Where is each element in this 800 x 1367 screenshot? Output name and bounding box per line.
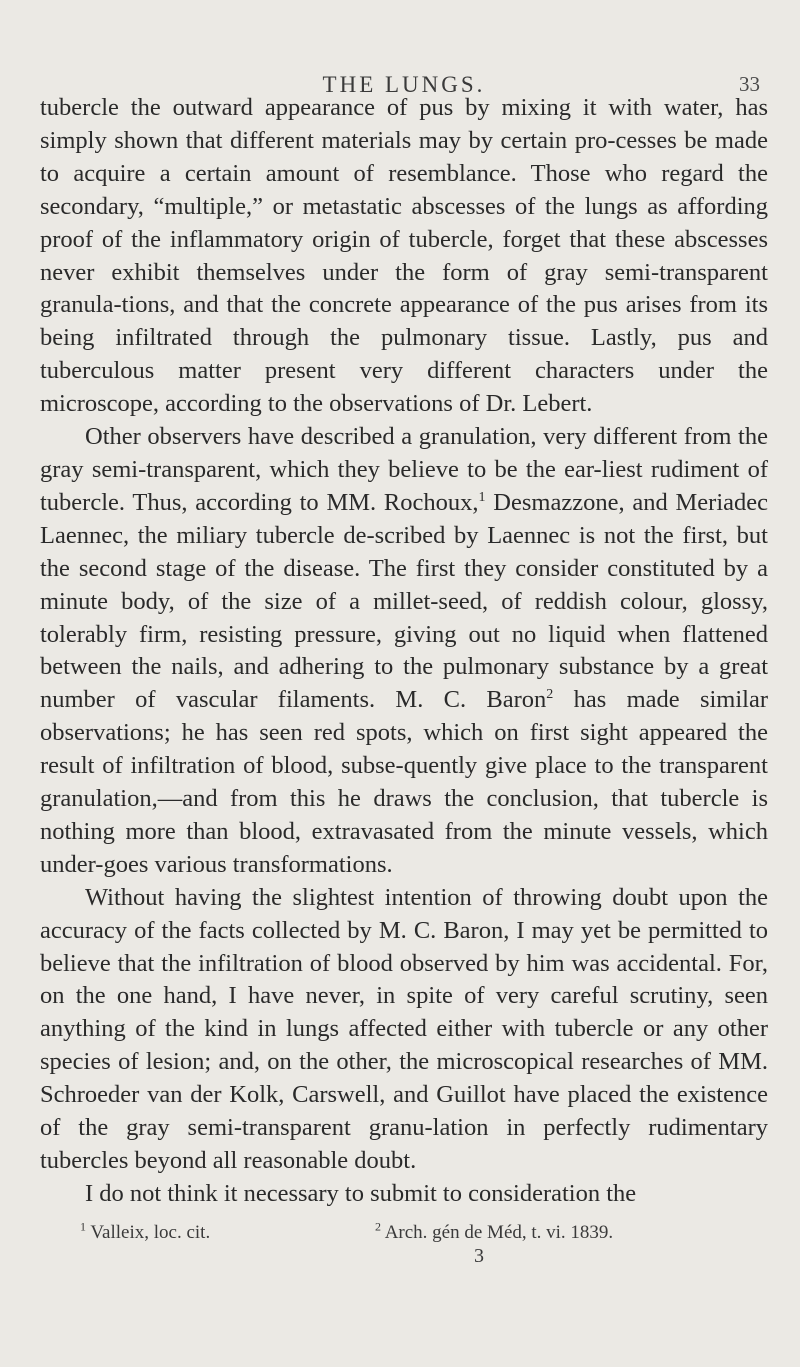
paragraph-text: Other observers have described a granulation, very different from the gray semi-transparent, which they believe to be the ear-liest rudiment of tubercle. Thus, according to MM. Rochoux, bbox=[40, 423, 768, 516]
footnote-1 bbox=[80, 1221, 375, 1245]
footnote-text: Valleix, loc. cit. bbox=[90, 1221, 211, 1243]
footnote-mark: 2 bbox=[375, 1219, 381, 1234]
running-head bbox=[40, 0, 768, 97]
paragraph-other-observers bbox=[40, 421, 768, 882]
paragraph-continuation bbox=[40, 92, 768, 421]
footnote-mark: 1 bbox=[80, 1219, 86, 1234]
footnote-reference-2: 2 bbox=[546, 687, 554, 703]
paragraph-text: tubercle the outward appearance of pus by mixing it with water, has simply shown that different materials may by certain pro-cesses be made to acquire a certain amount of resemblance. Those who regard the secondary, “multiple,” or metastatic abscesses of the lungs as affording proof of the inflammatory origin of tubercle, forget that these abscesses never exhibit themselves under the form of gray semi-transparent granula-tions, and that the concrete appearance of the pus arises from its being infiltrated through the pulmonary tissue. Lastly, pus and tuberculous matter present very different characters under the microscope, according to the observations of Dr. Lebert. bbox=[40, 94, 768, 418]
signature-mark: 3 bbox=[474, 1244, 484, 1267]
paragraph-text: Without having the slightest intention of throwing doubt upon the accuracy of the facts collected by M. C. Baron, I may yet be permitted to believe that the infiltration of blood observed by him was accidental. For, on the one hand, I have never, in spite of very careful scrutiny, seen anything of the kind in lungs affected either with tubercle or any other species of lesion; and, on the other, the microscopical researches of MM. Schroeder van der Kolk, Carswell, and Guillot have placed the existence of the gray semi-transparent granu-lation in perfectly rudimentary tubercles beyond all reasonable doubt. bbox=[40, 883, 768, 1174]
paragraph-text: has made similar observations; he has seen red spots, which on first sight appeared the result of infiltration of blood, subse-quently give place to the transparent granulation,—and from this he draws the conclusion, that tubercle is nothing more than blood, extravasated from the minute vessels, which under-goes various transformations. bbox=[40, 686, 768, 878]
footnote-reference-1: 1 bbox=[478, 489, 486, 505]
running-title: THE LUNGS. bbox=[322, 72, 486, 97]
paragraph-text: Desmazzone, and Meriadec Laennec, the miliary tubercle de-scribed by Laennec is not the first, but the second stage of the disease. The first they consider constituted by a minute body, of the size of a millet-seed, of reddish colour, glossy, tolerably firm, resisting pressure, giving out no liquid when flattened between the nails, and adhering to the pulmonary substance by a great number of vascular filaments. M. C. Baron bbox=[40, 488, 768, 714]
body-text bbox=[40, 92, 768, 1211]
footnote-text: Arch. gén de Méd, t. vi. 1839. bbox=[384, 1221, 614, 1243]
footnotes bbox=[40, 1221, 768, 1245]
paragraph-without-having bbox=[40, 882, 768, 1178]
paragraph-i-do-not-think bbox=[40, 1178, 768, 1211]
page-number: 33 bbox=[739, 72, 760, 96]
paragraph-text: I do not think it necessary to submit to consideration the bbox=[85, 1179, 637, 1207]
footnote-2 bbox=[375, 1221, 768, 1245]
